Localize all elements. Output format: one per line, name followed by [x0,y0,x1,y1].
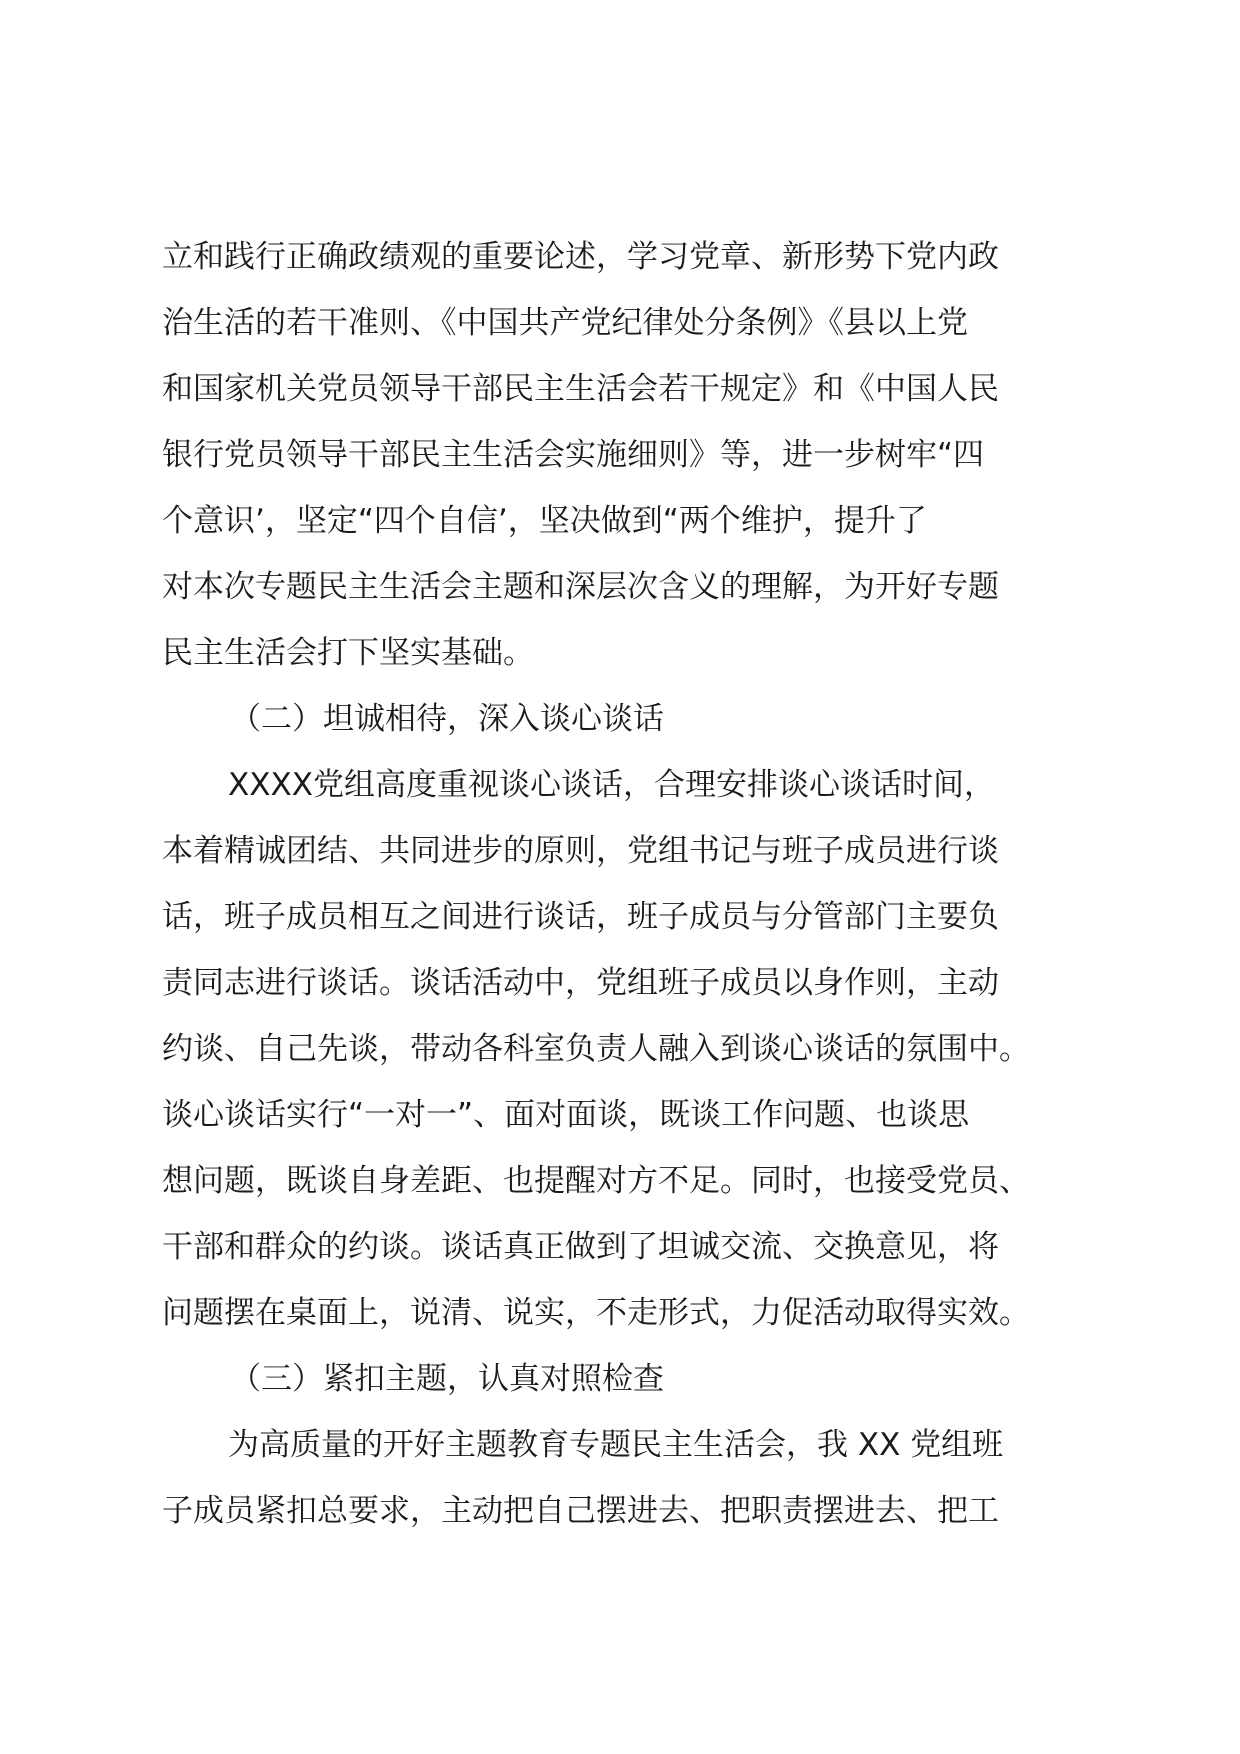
body-line: 责同志进行谈话。谈话活动中，党组班子成员以身作则，主动 [162,965,999,1001]
body-line: 银行党员领导干部民主生活会实施细则》等，进一步树牢“四 [162,437,985,473]
section-heading: （三）紧扣主题，认真对照检查 [230,1361,664,1397]
section-heading: （二）坦诚相待，深入谈心谈话 [230,701,664,737]
body-line: 为高质量的开好主题教育专题民主生活会，我 XX 党组班 [228,1427,1004,1463]
body-line: XXXX党组高度重视谈心谈话，合理安排谈心谈话时间， [228,767,995,803]
body-line: 子成员紧扣总要求，主动把自己摆进去、把职责摆进去、把工 [162,1493,999,1529]
body-line: 和国家机关党员领导干部民主生活会若干规定》和《中国人民 [162,371,999,407]
body-line: 治生活的若干准则、《中国共产党纪律处分条例》《县以上党 [162,305,968,341]
body-line: 干部和群众的约谈。谈话真正做到了坦诚交流、交换意见，将 [162,1229,999,1265]
body-line: 立和践行正确政绩观的重要论述，学习党章、新形势下党内政 [162,239,999,275]
body-line: 问题摆在桌面上，说清、说实，不走形式，力促活动取得实效。 [162,1295,1030,1331]
body-line: 民主生活会打下坚实基础。 [162,635,534,671]
document-body [162,224,1092,1544]
body-line: 本着精诚团结、共同进步的原则，党组书记与班子成员进行谈 [162,833,999,869]
body-line: 话，班子成员相互之间进行谈话，班子成员与分管部门主要负 [162,899,999,935]
body-line: 想问题，既谈自身差距、也提醒对方不足。同时，也接受党员、 [162,1163,1030,1199]
body-line: 个意识’，坚定“四个自信’，坚决做到“两个维护，提升了 [162,503,927,539]
body-line: 约谈、自己先谈，带动各科室负责人融入到谈心谈话的氛围中。 [162,1031,1030,1067]
body-line: 谈心谈话实行“一对一”、面对面谈，既谈工作问题、也谈思 [162,1097,970,1133]
body-line: 对本次专题民主生活会主题和深层次含义的理解，为开好专题 [162,569,999,605]
